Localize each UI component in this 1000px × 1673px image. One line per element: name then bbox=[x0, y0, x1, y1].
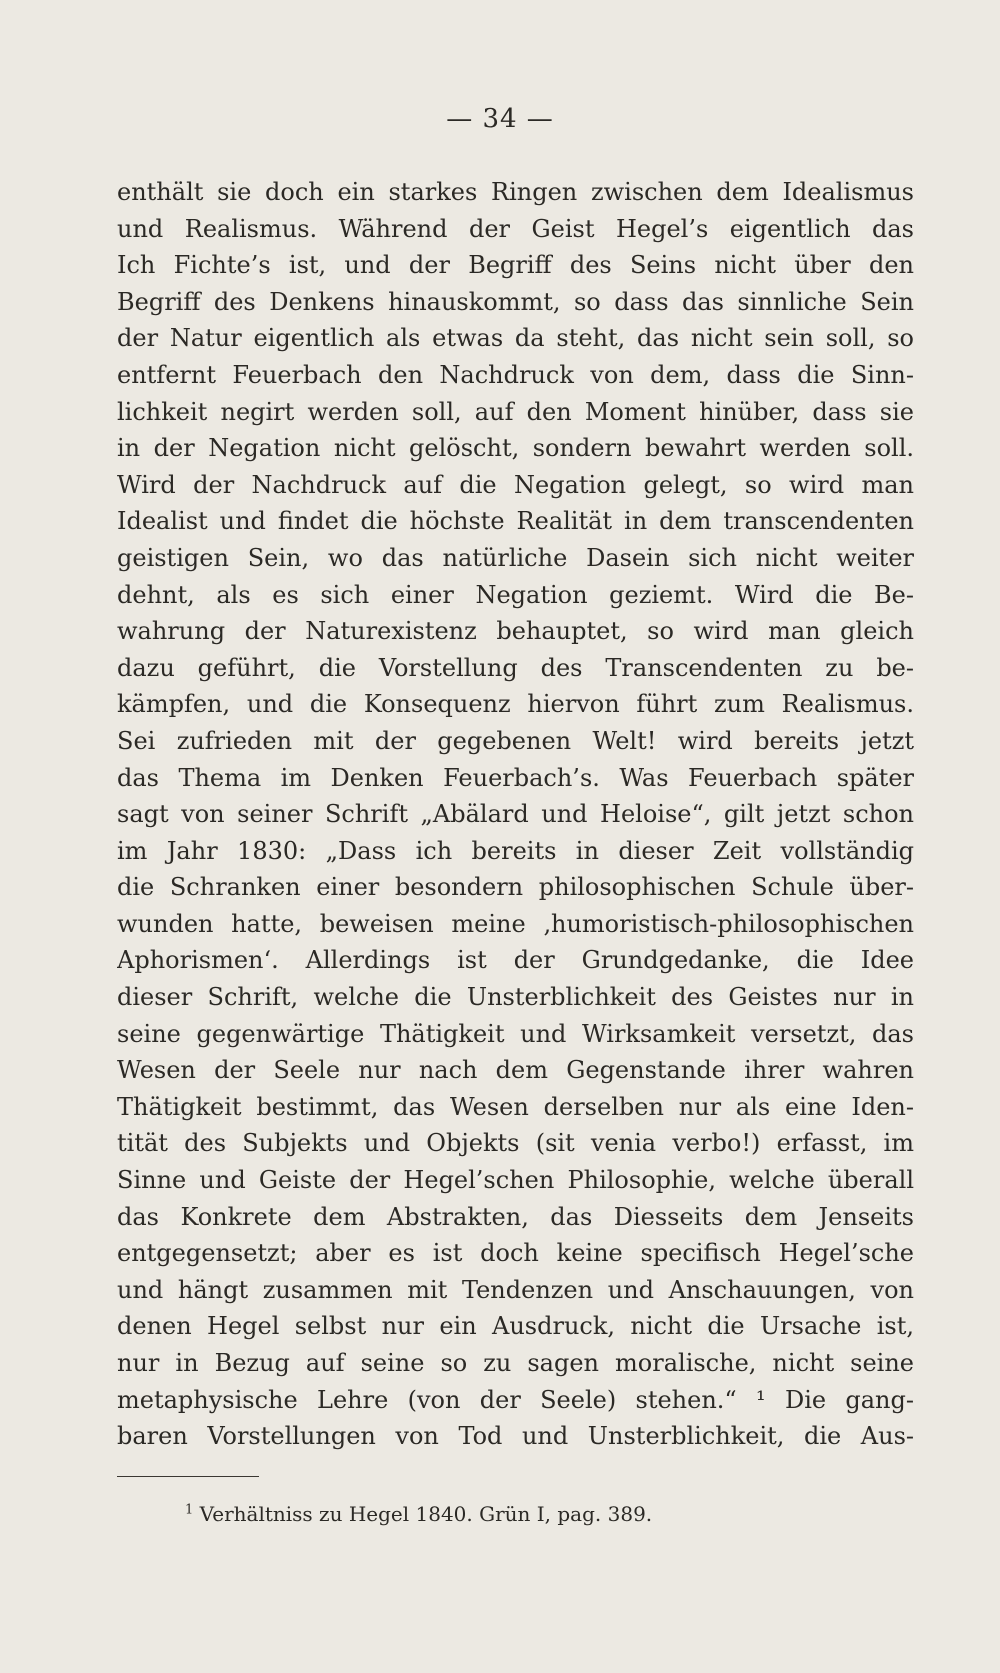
text-line: Ich Fichte’s ist, und der Begriff des Seins nicht über den bbox=[117, 251, 914, 280]
body-text bbox=[117, 174, 914, 1455]
text-line: kämpfen, und die Konsequenz hiervon führt zum Realismus. bbox=[117, 690, 914, 719]
text-line: enthält sie doch ein starkes Ringen zwischen dem Idealismus bbox=[117, 178, 914, 206]
footnote bbox=[185, 1502, 652, 1526]
text-line: Sinne und Geiste der Hegel’schen Philosophie, welche überall bbox=[117, 1166, 914, 1195]
page-number: — 34 — bbox=[446, 104, 554, 134]
text-line: Wesen der Seele nur nach dem Gegenstande ihrer wahren bbox=[117, 1056, 914, 1085]
text-line: und hängt zusammen mit Tendenzen und Anschauungen, von bbox=[117, 1275, 914, 1304]
text-line: im Jahr 1830: „Dass ich bereits in dieser Zeit vollständig bbox=[117, 836, 914, 865]
text-line: Sei zufrieden mit der gegebenen Welt! wird bereits jetzt bbox=[117, 726, 914, 755]
text-line: entfernt Feuerbach den Nachdruck von dem, dass die Sinn- bbox=[117, 360, 914, 389]
text-line: tität des Subjekts und Objekts (sit venia verbo!) erfasst, im bbox=[117, 1129, 914, 1158]
text-line: Aphorismen‘. Allerdings ist der Grundgedanke, die Idee bbox=[117, 946, 914, 975]
text-line: Wird der Nachdruck auf die Negation gelegt, so wird man bbox=[117, 470, 914, 499]
text-line: der Natur eigentlich als etwas da steht, das nicht sein soll, so bbox=[117, 324, 914, 353]
text-line: wahrung der Naturexistenz behauptet, so wird man gleich bbox=[117, 617, 914, 646]
text-line: Thätigkeit bestimmt, das Wesen derselben nur als eine Iden- bbox=[117, 1092, 914, 1121]
text-line: und Realismus. Während der Geist Hegel’s eigentlich das bbox=[117, 214, 914, 243]
text-line: entgegensetzt; aber es ist doch keine specifisch Hegel’sche bbox=[117, 1239, 914, 1268]
text-line: geistigen Sein, wo das natürliche Dasein sich nicht weiter bbox=[117, 543, 914, 572]
text-line: dehnt, als es sich einer Negation geziemt. Wird die Be- bbox=[117, 580, 914, 609]
footnote-separator bbox=[117, 1476, 259, 1477]
text-line: wunden hatte, beweisen meine ‚humoristisch-philosophischen bbox=[117, 909, 914, 938]
text-line: nur in Bezug auf seine so zu sagen moralische, nicht seine bbox=[117, 1349, 914, 1377]
text-line: in der Negation nicht gelöscht, sondern bewahrt werden soll. bbox=[117, 434, 914, 463]
text-line: Begriff des Denkens hinauskommt, so dass das sinnliche Sein bbox=[117, 287, 914, 316]
text-line: die Schranken einer besondern philosophischen Schule über- bbox=[117, 873, 914, 902]
text-line: Idealist und findet die höchste Realität in dem transcendenten bbox=[117, 507, 914, 536]
text-line: das Thema im Denken Feuerbach’s. Was Feuerbach später bbox=[117, 763, 914, 792]
footnote-marker: 1 bbox=[185, 1502, 194, 1518]
footnote-text: Verhältniss zu Hegel 1840. Grün I, pag. 389. bbox=[199, 1502, 653, 1526]
text-line: lichkeit negirt werden soll, auf den Moment hinüber, dass sie bbox=[117, 397, 914, 426]
text-line: seine gegenwärtige Thätigkeit und Wirksamkeit versetzt, das bbox=[117, 1019, 914, 1048]
text-line: dazu geführt, die Vorstellung des Transcendenten zu be- bbox=[117, 653, 914, 682]
text-line: denen Hegel selbst nur ein Ausdruck, nicht die Ursache ist, bbox=[117, 1312, 914, 1341]
text-line: baren Vorstellungen von Tod und Unsterblichkeit, die Aus- bbox=[117, 1422, 914, 1451]
text-line: dieser Schrift, welche die Unsterblichkeit des Geistes nur in bbox=[117, 983, 914, 1012]
text-line: metaphysische Lehre (von der Seele) stehen.“ ¹ Die gang- bbox=[117, 1385, 914, 1414]
text-line: das Konkrete dem Abstrakten, das Diesseits dem Jenseits bbox=[117, 1202, 914, 1231]
text-line: sagt von seiner Schrift „Abälard und Heloise“, gilt jetzt schon bbox=[117, 800, 914, 829]
